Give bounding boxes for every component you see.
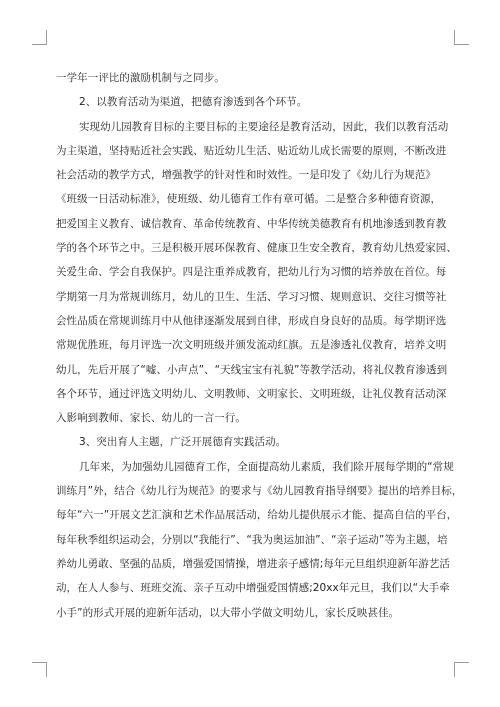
text-line: 为主渠道，坚持贴近社会实践、贴近幼儿生活、贴近幼儿成长需要的原则，不断改进 bbox=[56, 144, 447, 157]
text-line: 训练月”外，结合《幼儿行为规范》的要求与《幼儿园教育指导纲要》提出的培养目标， bbox=[56, 485, 463, 498]
text-line: 学的各个环节之中。三是积极开展环保教育、健康卫生安全教育，教育幼儿热爱家园、 bbox=[56, 242, 457, 255]
text-line: 《班级一日活动标准》，使班级、幼儿德育工作有章可循。二是整合多种德育资源， bbox=[56, 193, 442, 206]
text-line: 养幼儿勇敢、坚强的品质，增强爱国情操，增进亲子感情;每年元旦组织迎新年游艺活 bbox=[56, 557, 450, 570]
crop-mark-top-left bbox=[32, 30, 47, 45]
text-line: 动，在人人参与、班班交流、亲子互动中增强爱国情感;20xx年元旦，我们以“大手牵 bbox=[56, 582, 450, 595]
crop-mark-bottom-right bbox=[454, 662, 469, 677]
text-line: 关爱生命、学会自我保护。四是注重养成教育，把幼儿行为习惯的培养放在首位。每 bbox=[56, 266, 447, 279]
text-line: 小手”的形式开展的迎新年活动，以大带小学做文明幼儿，家长反映甚佳。 bbox=[56, 606, 400, 619]
text-line: 每年秋季组织运动会，分别以“我能行”、“我为奥运加油”、“亲子运动”等为主题，培 bbox=[56, 533, 448, 546]
text-line: 入影响到教师、家长、幼儿的一言一行。 bbox=[56, 412, 246, 425]
crop-mark-bottom-left bbox=[32, 662, 47, 677]
text-line: 会性品质在常规训练月中从他律逐渐发展到自律，形成自身良好的品质。每学期评选 bbox=[56, 314, 447, 327]
document-body bbox=[56, 66, 463, 625]
text-line: 几年来，为加强幼儿园德育工作，全面提高幼儿素质，我们除开展每学期的“常规 bbox=[79, 460, 454, 473]
crop-mark-top-right bbox=[454, 30, 469, 45]
text-line: 每年“六一”开展文艺汇演和艺术作品展活动，给幼儿提供展示才能、提高自信的平台， bbox=[56, 509, 458, 522]
text-line: 社会活动的教学方式，增强教学的针对性和时效性。一是印发了《幼儿行为规范》 bbox=[56, 169, 436, 182]
text-line: 学期第一月为常规训练月，幼儿的卫生、生活、学习习惯、规则意识、交往习惯等社 bbox=[56, 290, 447, 303]
text-line: 实现幼儿园教育目标的主要目标的主要途径是教育活动，因此，我们以教育活动 bbox=[79, 120, 449, 133]
text-line: 幼儿，先后开展了“嘘、小声点”、“天线宝宝有礼貌”等教学活动，将礼仪教育渗透到 bbox=[56, 363, 448, 376]
text-line: 各个环节，通过评选文明幼儿、文明教师、文明家长、文明班级，让礼仪教育活动深 bbox=[56, 387, 447, 400]
section-heading: 2、以教育活动为渠道，把德育渗透到各个环节。 bbox=[79, 96, 308, 109]
text-line: 一学年一评比的激励机制与之同步。 bbox=[56, 72, 225, 84]
text-line: 常规优胜班，每月评选一次文明班级并颁发流动红旗。五是渗透礼仪教育，培养文明 bbox=[56, 339, 447, 352]
text-line: 把爱国主义教育、诚信教育、革命传统教育、中华传统美德教育有机地渗透到教育教 bbox=[56, 217, 447, 230]
section-heading: 3、突出育人主题，广泛开展德育实践活动。 bbox=[79, 436, 287, 449]
